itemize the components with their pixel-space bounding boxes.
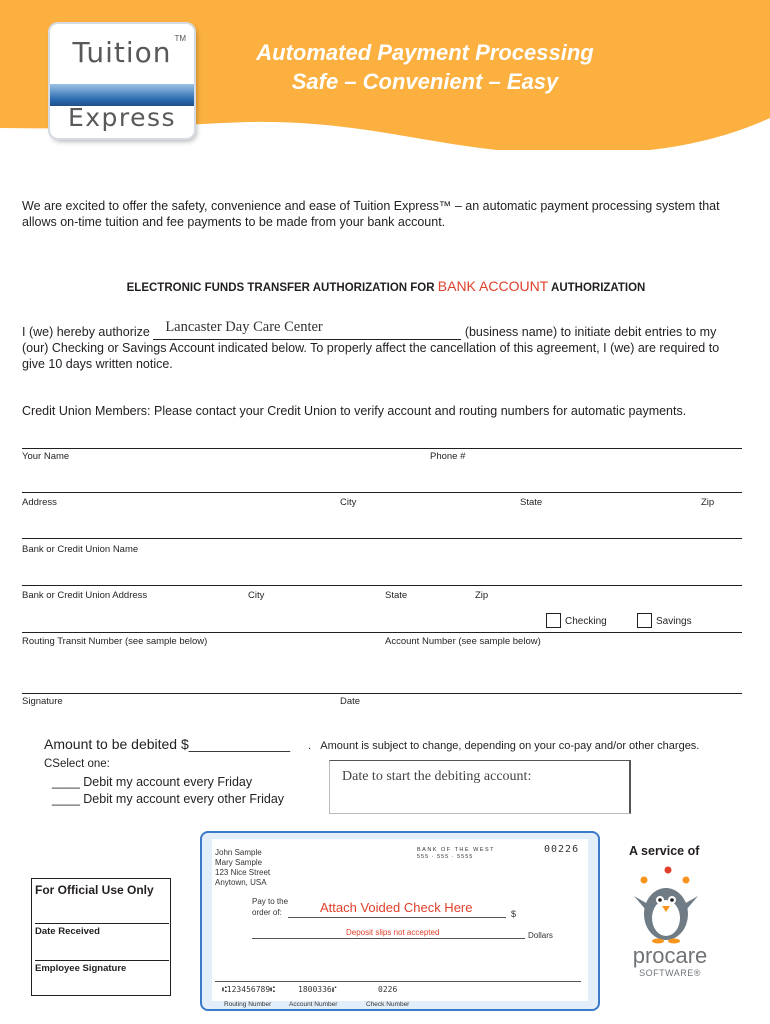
debit-option-friday[interactable]: ____ Debit my account every Friday bbox=[52, 775, 253, 789]
check-face bbox=[212, 839, 588, 1001]
micr-check: 0226 bbox=[378, 985, 398, 994]
checking-label: Checking bbox=[565, 616, 607, 627]
bank-name-label: Bank or Credit Union Name bbox=[22, 544, 139, 555]
employee-signature-label: Employee Signature bbox=[35, 963, 127, 974]
bank-city-label: City bbox=[248, 590, 265, 601]
routing-account-line[interactable] bbox=[22, 632, 742, 633]
check-number-caption: Check Number bbox=[366, 1001, 410, 1008]
check-amount-line bbox=[252, 938, 525, 939]
logo-tm: TM bbox=[174, 34, 186, 43]
business-name-field[interactable] bbox=[153, 319, 461, 340]
amount-note bbox=[308, 740, 699, 752]
service-of-label: A service of bbox=[629, 844, 700, 858]
micr-routing: ⑆123456789⑆ bbox=[222, 985, 275, 994]
amount-note-text: Amount is subject to change, depending on your co-pay and/or other charges. bbox=[320, 740, 700, 752]
credit-union-note: Credit Union Members: Please contact your Credit Union to verify account and routing numbers for automatic payments. bbox=[22, 404, 687, 418]
savings-label: Savings bbox=[656, 616, 692, 627]
eft-highlight: BANK ACCOUNT bbox=[437, 278, 549, 294]
check-city: Anytown, USA bbox=[215, 878, 267, 887]
account-label: Account Number (see sample below) bbox=[385, 636, 541, 647]
checking-checkbox[interactable] bbox=[546, 613, 561, 628]
check-number: 00226 bbox=[544, 844, 580, 855]
your-name-label: Your Name bbox=[22, 451, 70, 462]
eft-heading bbox=[22, 278, 750, 294]
procare-brand bbox=[630, 944, 710, 978]
address-line[interactable] bbox=[22, 492, 742, 493]
check-dollars: Dollars bbox=[528, 931, 553, 940]
procare-penguin-icon bbox=[630, 862, 710, 948]
check-street: 123 Nice Street bbox=[215, 868, 271, 877]
date-received-line[interactable] bbox=[35, 923, 169, 924]
employee-signature-line[interactable] bbox=[35, 960, 169, 961]
signature-line[interactable] bbox=[22, 693, 742, 694]
deposit-slips-note: Deposit slips not accepted bbox=[346, 928, 440, 937]
procare-software: SOFTWARE® bbox=[639, 968, 701, 978]
procare-wordmark: procare bbox=[632, 943, 708, 968]
check-memo-line bbox=[215, 981, 581, 982]
check-name2: Mary Sample bbox=[215, 858, 263, 867]
signature-label: Signature bbox=[22, 696, 63, 707]
your-name-line[interactable] bbox=[22, 448, 742, 449]
check-pay-to: Pay to the bbox=[252, 897, 289, 906]
authorization-lead: I (we) hereby authorize bbox=[22, 325, 150, 339]
bank-zip-label: Zip bbox=[475, 590, 489, 601]
micr-account: 1800336⑈ bbox=[298, 985, 337, 994]
eft-suffix: AUTHORIZATION bbox=[551, 282, 646, 294]
savings-checkbox[interactable] bbox=[637, 613, 652, 628]
state-label: State bbox=[520, 497, 543, 508]
amount-label[interactable]: Amount to be debited $_____________ bbox=[44, 736, 290, 752]
debit-option-other-friday[interactable]: ____ Debit my account every other Friday bbox=[52, 792, 285, 806]
check-name1: John Sample bbox=[215, 848, 262, 857]
check-bank-phone: 555 · 555 · 5555 bbox=[417, 854, 474, 860]
bank-name-line[interactable] bbox=[22, 538, 742, 539]
check-bank-name: BANK OF THE WEST bbox=[417, 847, 495, 853]
eft-prefix: ELECTRONIC FUNDS TRANSFER AUTHORIZATION FOR bbox=[126, 282, 435, 294]
business-name-value: Lancaster Day Care Center bbox=[165, 319, 323, 335]
check-dollar-sign: $ bbox=[511, 909, 517, 919]
select-one-label: CSelect one: bbox=[44, 758, 110, 770]
logo-text-express: Express bbox=[67, 103, 177, 132]
routing-number-caption: Routing Number bbox=[224, 1001, 272, 1008]
bank-address-line[interactable] bbox=[22, 585, 742, 586]
sample-check bbox=[200, 831, 600, 1011]
routing-label: Routing Transit Number (see sample below) bbox=[22, 636, 208, 647]
check-order-of: order of: bbox=[252, 908, 282, 917]
authorization-paragraph bbox=[22, 319, 742, 372]
bank-address-label: Bank or Credit Union Address bbox=[22, 590, 148, 601]
logo-text-tuition: Tuition bbox=[72, 36, 172, 69]
authorization-rest: (business name) to initiate debit entries to my (our) Checking or Savings Account indicated below. To properly affect the cancellation of this agreement, I (we) are required to give 10 days written notice. bbox=[22, 325, 720, 371]
city-label: City bbox=[340, 497, 357, 508]
tuition-express-logo bbox=[50, 24, 194, 138]
zip-label: Zip bbox=[701, 497, 715, 508]
header-title-line2: Safe – Convenient – Easy bbox=[291, 69, 559, 94]
attach-voided-check: Attach Voided Check Here bbox=[320, 900, 473, 915]
account-number-caption: Account Number bbox=[289, 1001, 338, 1008]
intro-paragraph: We are excited to offer the safety, convenience and ease of Tuition Express™ – an automatic payment processing system that allows on-time tuition and fee payments to be made from your bank account. bbox=[22, 199, 720, 229]
amount-dot: . bbox=[308, 740, 312, 752]
official-use-title: For Official Use Only bbox=[35, 883, 154, 897]
bank-state-label: State bbox=[385, 590, 408, 601]
header-title-line1: Automated Payment Processing bbox=[256, 40, 594, 65]
date-received-label: Date Received bbox=[35, 926, 100, 937]
phone-label: Phone # bbox=[430, 451, 466, 462]
official-use-box bbox=[31, 878, 171, 996]
date-label: Date bbox=[340, 696, 361, 707]
start-date-box[interactable]: Date to start the debiting account: bbox=[329, 760, 631, 814]
address-label: Address bbox=[22, 497, 57, 508]
check-payee-line bbox=[288, 917, 506, 918]
